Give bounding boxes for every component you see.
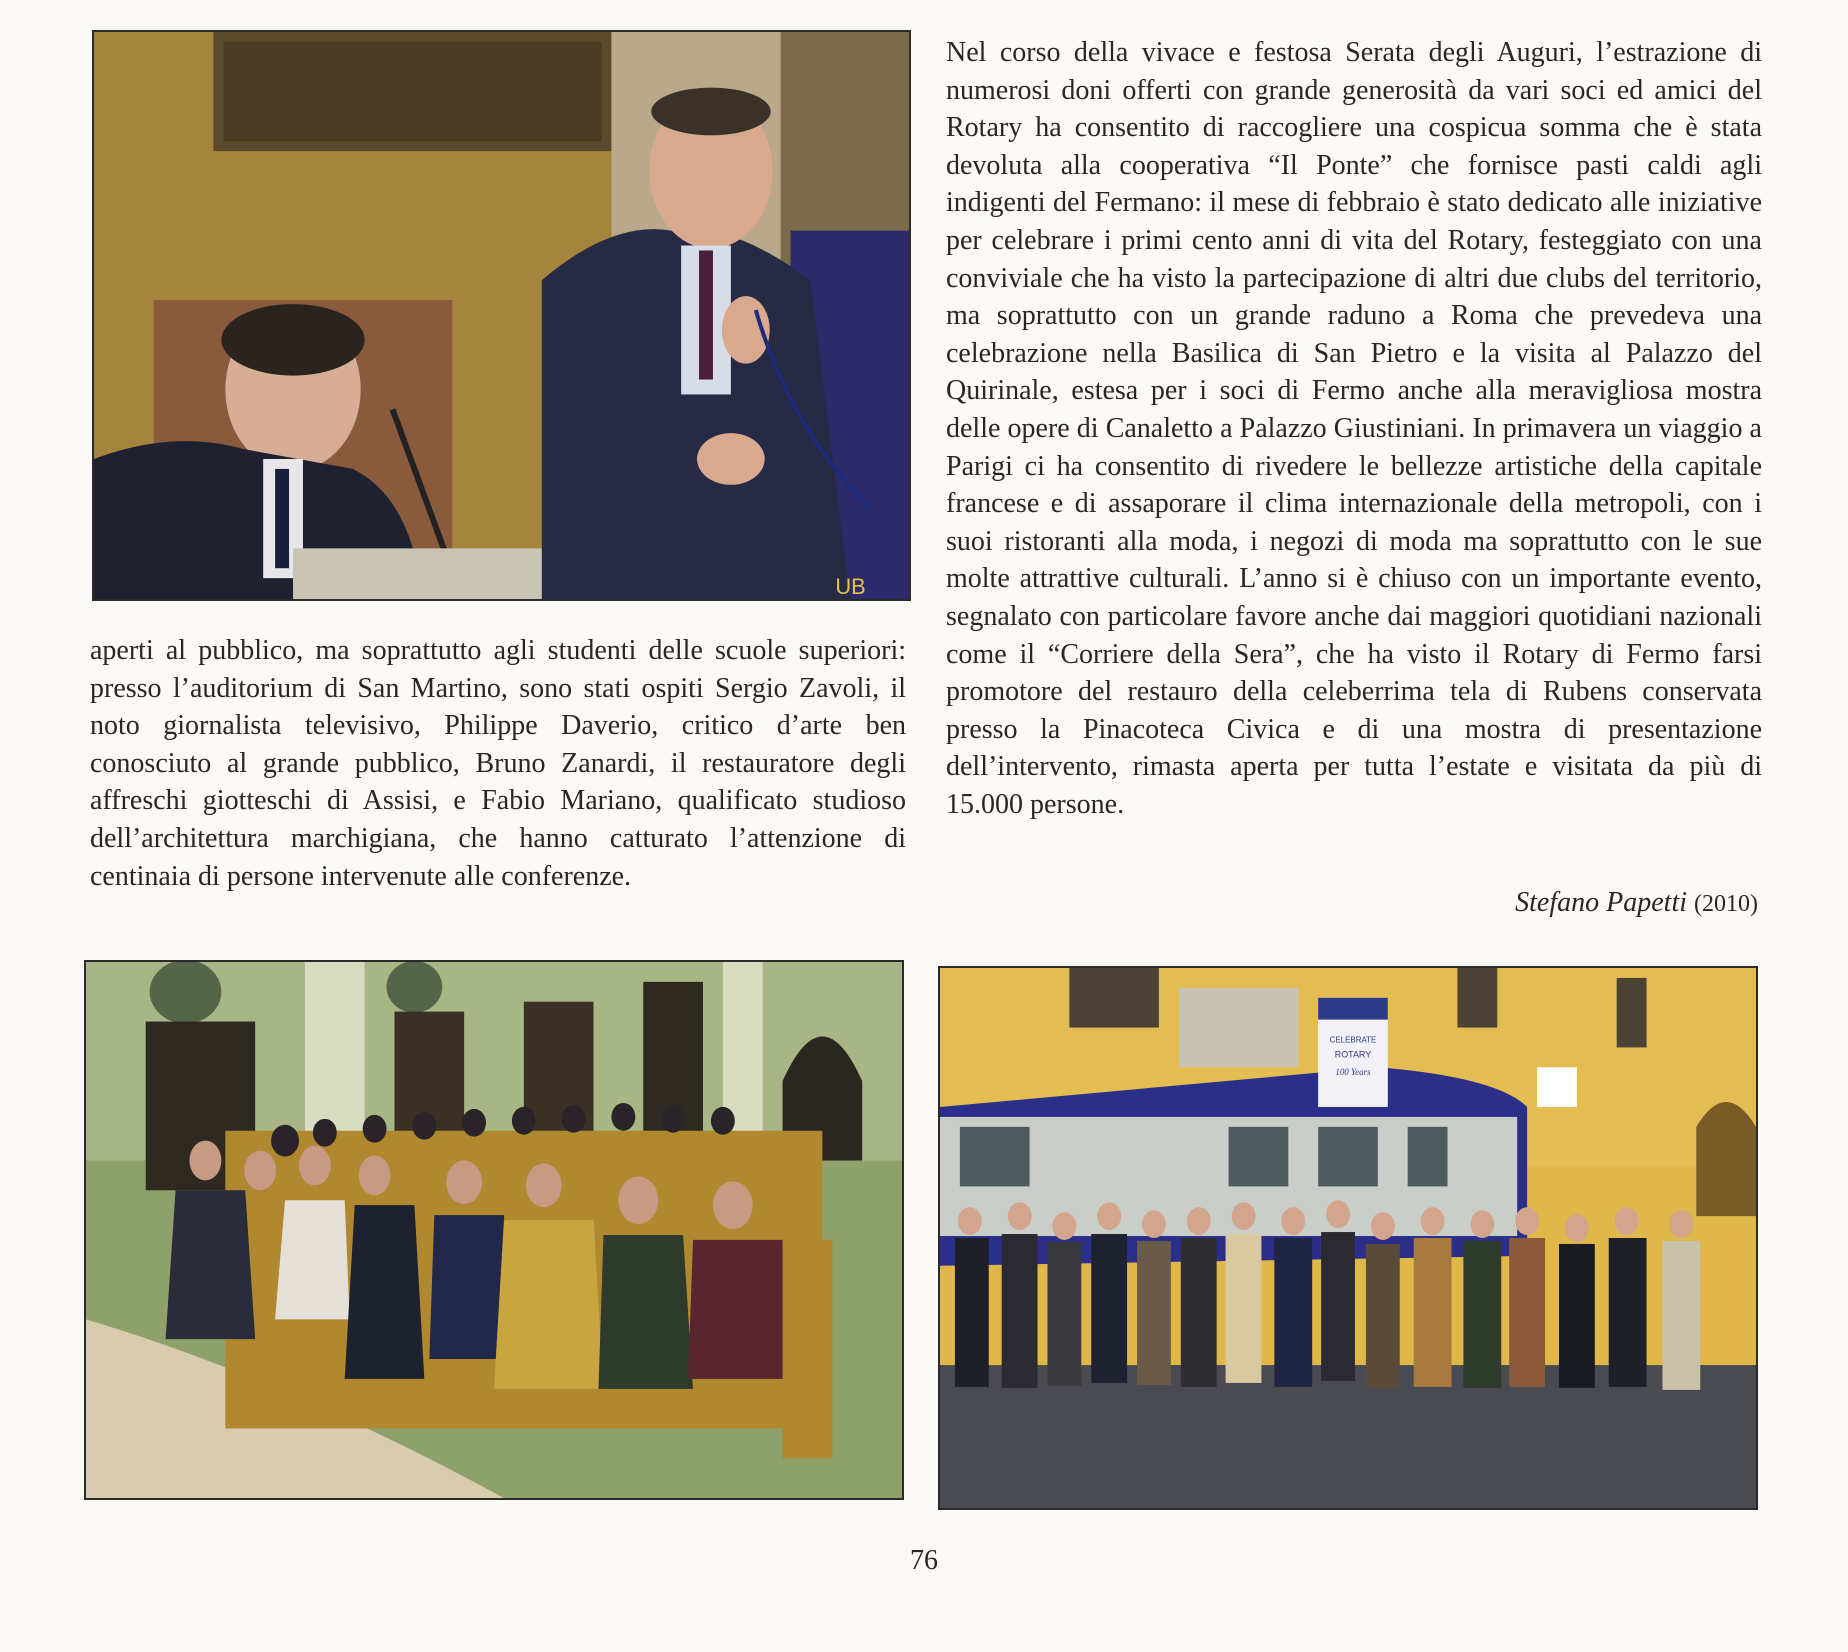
audience-photo <box>84 960 904 1500</box>
left-column-text: aperti al pubblico, ma soprattutto agli studenti delle scuole superiori: presso l’auditorium di San Martino, sono stati ospiti Sergio Zavoli, il noto giornalista televisivo, Philippe Daverio, critico d’arte ben conosciuto al grande pubblico, Bruno Zanardi, il restauratore degli affreschi giotteschi di Assisi, e Fabio Mariano, qualificato studioso dell’architettura marchigiana, che hanno catturato l’attenzione di centinaia di persone intervenute alle conferenze. <box>90 635 906 892</box>
bus-banner-line1: CELEBRATE <box>1329 1035 1377 1045</box>
bus-banner-line2: ROTARY <box>1334 1049 1372 1060</box>
speakers-photo <box>92 30 911 601</box>
signature-author: Stefano Papetti <box>1515 887 1688 918</box>
signature <box>1515 887 1758 919</box>
signature-year: (2010) <box>1694 891 1758 917</box>
page-number: 76 <box>910 1545 938 1576</box>
group-bus-photo <box>938 966 1758 1510</box>
right-column-text: Nel corso della vivace e festosa Serata degli Auguri, l’estrazione di numerosi doni offerti con grande generosità da vari soci ed amici del Rotary ha consentito di raccogliere una cospicua somma che è stata devoluta alla cooperativa “Il Ponte” che fornisce pasti caldi agli indigenti del Fermano: il mese di febbraio è stato dedicato alle iniziative per celebrare i primi cento anni di vita del Rotary, festeggiato con una conviviale che ha visto la partecipazione di altri due clubs del territorio, ma soprattutto con un grande raduno a Roma che prevedeva una celebrazione nella Basilica di San Pietro e la visita al Palazzo del Quirinale, estesa per i soci di Fermo anche alla meravigliosa mostra delle opere di Canaletto a Palazzo Giustiniani. In primavera un viaggio a Parigi ci ha consentito di rivedere le bellezze artistiche della capitale francese e di assaporare il clima internazionale della metropoli, con i suoi ristoranti alla moda, i negozi di moda ma soprattutto con le sue molte attrattive culturali. L’anno si è chiuso con un importante evento, segnalato con particolare favore anche dai maggiori quotidiani nazionali come il “Corriere della Sera”, che ha visto il Rotary di Fermo farsi promotore del restauro della celeberrima tela di Rubens conservata presso la Pinacoteca Civica e di una mostra di presentazione dell’intervento, rimasta aperta per tutta l’estate e visitata da più di 15.000 persone. <box>946 37 1762 820</box>
bus-banner-line3: 100 Years <box>1335 1067 1371 1078</box>
speakers-photo-corner-text: UB <box>835 574 866 599</box>
